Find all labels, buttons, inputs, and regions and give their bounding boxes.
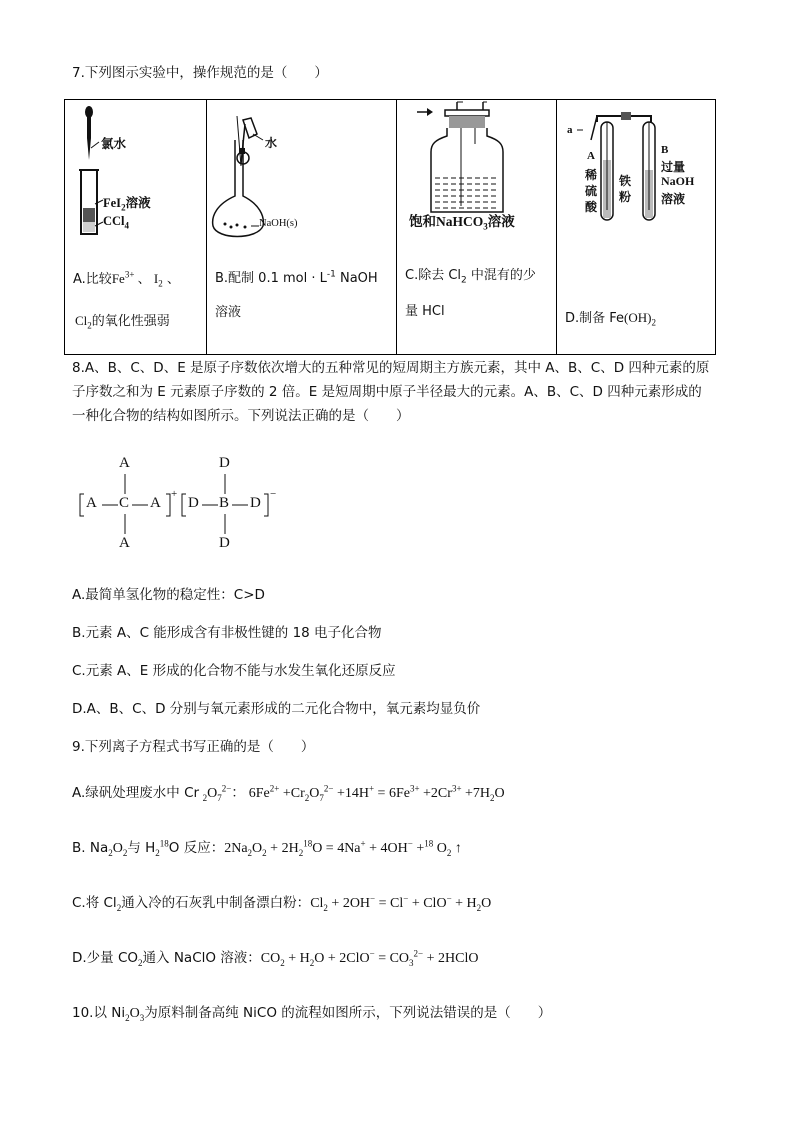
- atom-d-top: D: [219, 455, 230, 471]
- label-solution: 溶液: [661, 192, 686, 206]
- panel-d: [557, 100, 716, 355]
- q8-stem-line2: 子序数之和为 E 元素原子序数的 2 倍。E 是短周期中原子半径最大的元素。A、B、C、D 四种元素形成的: [72, 384, 702, 400]
- panel-a-caption-line1: A.比较$Fe^{3+}$ 、 $I_2$ 、: [73, 269, 180, 289]
- q8-stem-line3: 一种化合物的结构如图所示。下列说法正确的是（ ）: [72, 408, 410, 424]
- panel-b-caption-line1: B.配制 0.1 mol · $L^{-1}$ NaOH: [215, 269, 378, 286]
- panel-a-caption-line2: $Cl_2$的氧化性强弱: [75, 313, 170, 331]
- q8-option-d: D.A、B、C、D 分别与氧元素形成的二元化合物中，氧元素均显负价: [72, 701, 481, 717]
- atom-a-left: A: [86, 495, 97, 511]
- fei2-label: FeI$_2$溶液: [103, 196, 151, 213]
- label-iron: 铁: [619, 174, 632, 188]
- label-acid: 酸: [585, 200, 598, 214]
- volumetric-flask-figure: [207, 100, 395, 250]
- label-B: B: [661, 144, 669, 156]
- label-excess: 过量: [661, 160, 686, 174]
- label-A: A: [587, 150, 595, 162]
- water-label: 水: [265, 136, 278, 150]
- nahco3-label: 饱和NaHCO$_3$溶液: [409, 214, 515, 232]
- atom-a-right: A: [150, 495, 161, 511]
- panel-c-caption-line2: 量 HCl: [405, 304, 445, 319]
- atom-d-left: D: [188, 495, 199, 511]
- q8-option-c: C.元素 A、E 形成的化合物不能与水发生氧化还原反应: [72, 663, 396, 679]
- q9-option-d: D.少量 $CO_2$通入 NaClO 溶液：$CO_2 + H_2O + 2ClO^- = CO_3^{2-}$ + 2HClO: [72, 948, 479, 968]
- atom-a-top: A: [119, 455, 130, 471]
- chlorine-water-label: 氯水: [101, 137, 127, 151]
- label-a-small: a: [567, 124, 573, 136]
- q10-stem: 10.以 $Ni_2O_3$为原料制备高纯 NiCO 的流程如图所示，下列说法错误的是（ ）: [72, 1005, 552, 1023]
- experiment-table: [64, 99, 716, 355]
- panel-a: [65, 100, 207, 355]
- atom-b: B: [219, 495, 230, 511]
- label-dilute: 稀: [585, 168, 598, 182]
- q9-option-a: A.绿矾处理废水中 Cr $_2O_7^{2-}$： $6Fe^{2+} +Cr_2O_7^{2-} +14H^+ = 6Fe^{3+} +2Cr^{3+} +7H_2O$: [72, 783, 505, 803]
- atom-c: C: [119, 495, 130, 511]
- ccl4-label: CCl$_4$: [103, 214, 130, 231]
- atom-d-right: D: [250, 495, 261, 511]
- panel-c-caption-line1: C.除去 $Cl_2$ 中混有的少: [405, 268, 536, 286]
- test-tube-dropper-figure: [65, 100, 205, 250]
- ionic-structure-diagram: [72, 450, 282, 560]
- q8-option-b: B.元素 A、C 能形成含有非极性键的 18 电子化合物: [72, 625, 382, 641]
- anion-charge: −: [270, 488, 277, 500]
- naoh-solid-label: NaOH(s): [259, 218, 298, 229]
- q7-stem: 7.下列图示实验中，操作规范的是（ ）: [72, 65, 328, 81]
- q8-option-a: A.最简单氢化物的稳定性：C>D: [72, 587, 265, 603]
- q8-stem-line1: 8.A、B、C、D、E 是原子序数依次增大的五种常见的短周期主方族元素，其中 A、B、C、D 四种元素的原: [72, 360, 710, 376]
- atom-d-bottom: D: [219, 535, 230, 551]
- label-powder: 粉: [619, 190, 632, 204]
- cation-charge: +: [171, 488, 178, 500]
- q9-option-b: B. $Na_2O_2$与 $H_2^{18}O$ 反应：$2Na_2O_2 + 2H_2^{18}O = 4Na^+ + 4OH^- +^{18}$ $O_2$ ↑: [72, 838, 462, 858]
- panel-c: [397, 100, 557, 355]
- label-sulfuric: 硫: [585, 184, 598, 198]
- panel-b: [207, 100, 397, 355]
- panel-d-caption: D.制备 $Fe(OH)_2$: [565, 310, 656, 328]
- atom-a-bottom: A: [119, 535, 130, 551]
- q9-stem: 9.下列离子方程式书写正确的是（ ）: [72, 739, 315, 755]
- panel-b-caption-line2: 溶液: [215, 305, 242, 320]
- q9-option-c: C.将 $Cl_2$通入冷的石灰乳中制备漂白粉：$Cl_2 + 2OH^- = Cl^- + ClO^- + H_2O$: [72, 893, 492, 913]
- label-naoh: NaOH: [661, 174, 695, 188]
